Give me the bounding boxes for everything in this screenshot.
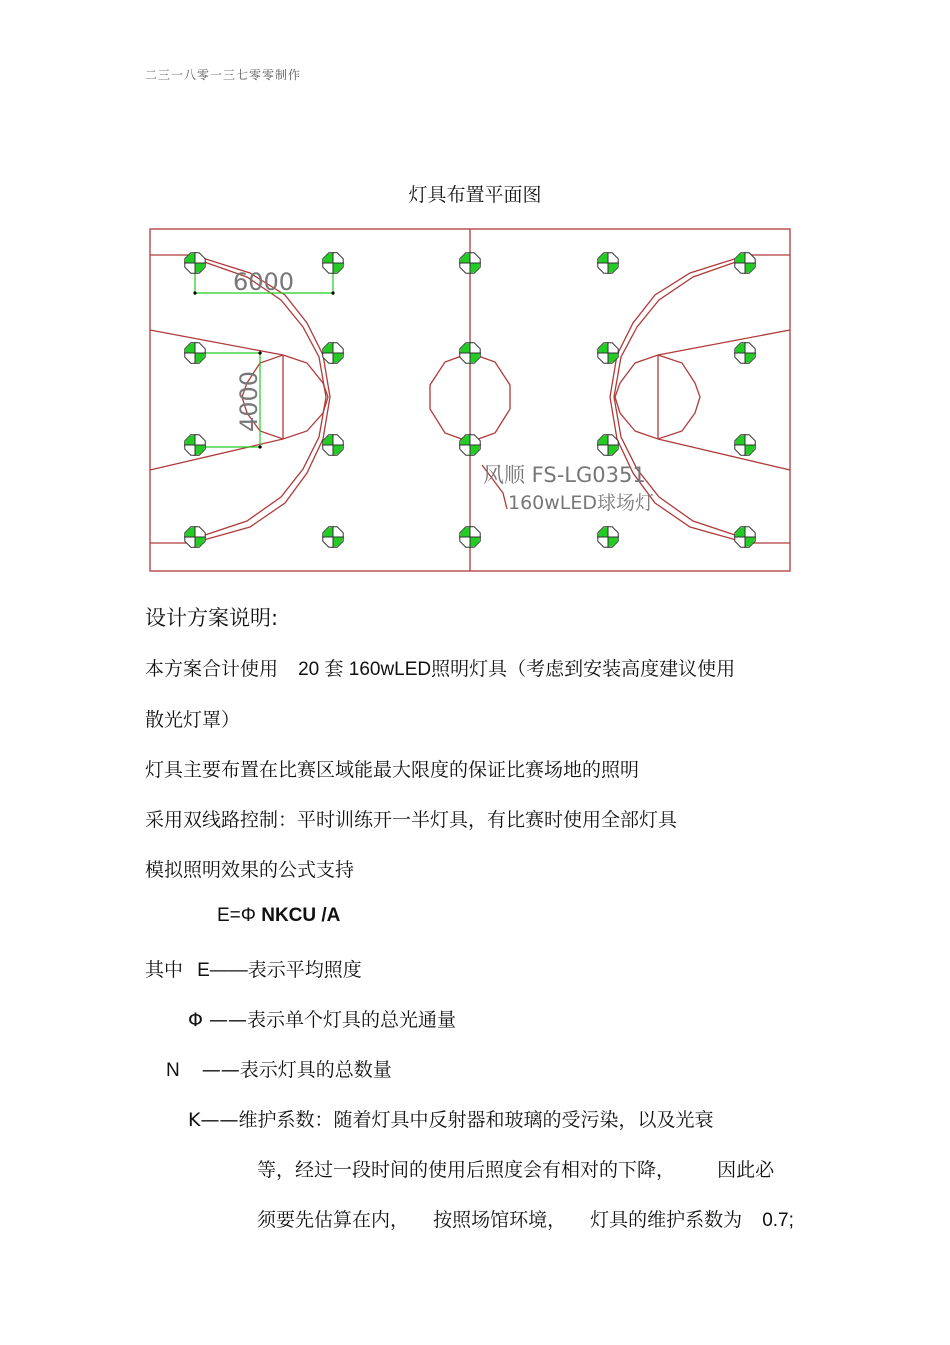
- light-fixture-icon: [322, 526, 344, 548]
- paragraph-1-b: 20 套 160wLED: [298, 659, 432, 680]
- paragraph-4: 模拟照明效果的公式支持: [145, 859, 355, 881]
- paragraph-2: 灯具主要布置在比赛区域能最大限度的保证比赛场地的照明: [145, 759, 640, 781]
- light-fixture-icon: [184, 342, 206, 364]
- page-header: 二三一八零一三七零零制作: [145, 68, 302, 82]
- formula-prefix: E=Φ: [217, 905, 262, 926]
- definition-e: [145, 955, 362, 982]
- light-fixture-icon: [184, 526, 206, 548]
- light-fixture-icon: [597, 252, 619, 274]
- definition-n-text: ——表示灯具的总数量: [201, 1059, 392, 1081]
- definition-k-cont-2a: 须要先估算在内，: [257, 1209, 410, 1231]
- light-fixture-icon: [459, 342, 481, 364]
- light-fixture-icon: [597, 434, 619, 456]
- court-svg: [145, 225, 795, 577]
- definition-k-cont-2d: 0.7;: [762, 1210, 794, 1231]
- light-fixture-icon: [322, 252, 344, 274]
- light-fixture-icon: [322, 434, 344, 456]
- light-fixture-icon: [734, 434, 756, 456]
- right-key-top: [658, 330, 790, 355]
- definition-e-text: E——表示平均照度: [197, 960, 362, 981]
- light-fixture-icon: [322, 342, 344, 364]
- light-fixture-icon: [597, 526, 619, 548]
- paragraph-1-cont: 散光灯罩）: [145, 709, 241, 731]
- dimension-label-6000: 6000: [233, 268, 295, 296]
- left-key-bottom: [150, 439, 283, 470]
- definition-k-cont-1a: 等，经过一段时间的使用后照度会有相对的下降，: [257, 1159, 676, 1181]
- court-layout-diagram: [145, 225, 795, 577]
- definition-k: K——维护系数：随着灯具中反射器和玻璃的受污染，以及光衰: [188, 1109, 714, 1131]
- definition-phi: Φ ——表示单个灯具的总光通量: [188, 1009, 456, 1031]
- section-title: 设计方案说明:: [145, 606, 279, 630]
- definition-n: [166, 1055, 392, 1082]
- definition-n-symbol: N: [166, 1060, 180, 1081]
- paragraph-1-a: 本方案合计使用: [145, 658, 279, 680]
- formula-body: NKCU /A: [261, 905, 341, 926]
- definition-k-cont-1: [257, 1155, 774, 1182]
- definition-k-cont-1b: 因此必: [717, 1159, 775, 1181]
- light-fixture-icon: [734, 342, 756, 364]
- fixture-label-line1: 风顺 FS-LG0351: [483, 463, 646, 487]
- dimension-label-4000: 4000: [235, 370, 263, 432]
- paragraph-3: 采用双线路控制：平时训练开一半灯具，有比赛时使用全部灯具: [145, 809, 678, 831]
- right-key-bottom: [658, 439, 790, 470]
- paragraph-1-c: 照明灯具（考虑到安装高度建议使用: [431, 658, 736, 680]
- formula: [217, 905, 340, 927]
- paragraph-1: [145, 654, 735, 681]
- definition-k-cont-2c: 灯具的维护系数为: [590, 1209, 743, 1231]
- light-fixture-icon: [184, 434, 206, 456]
- definition-k-cont-2: [257, 1205, 794, 1232]
- figure-title: 灯具布置平面图: [408, 184, 542, 206]
- fixture-label-line2: 160wLED球场灯: [508, 492, 655, 514]
- light-fixture-icon: [459, 252, 481, 274]
- definition-k-cont-2b: 按照场馆环境，: [433, 1209, 567, 1231]
- light-fixture-icon: [459, 526, 481, 548]
- light-fixture-icon: [459, 434, 481, 456]
- definition-e-prefix: 其中: [145, 959, 184, 981]
- left-key-top: [150, 330, 283, 355]
- light-fixture-icon: [734, 526, 756, 548]
